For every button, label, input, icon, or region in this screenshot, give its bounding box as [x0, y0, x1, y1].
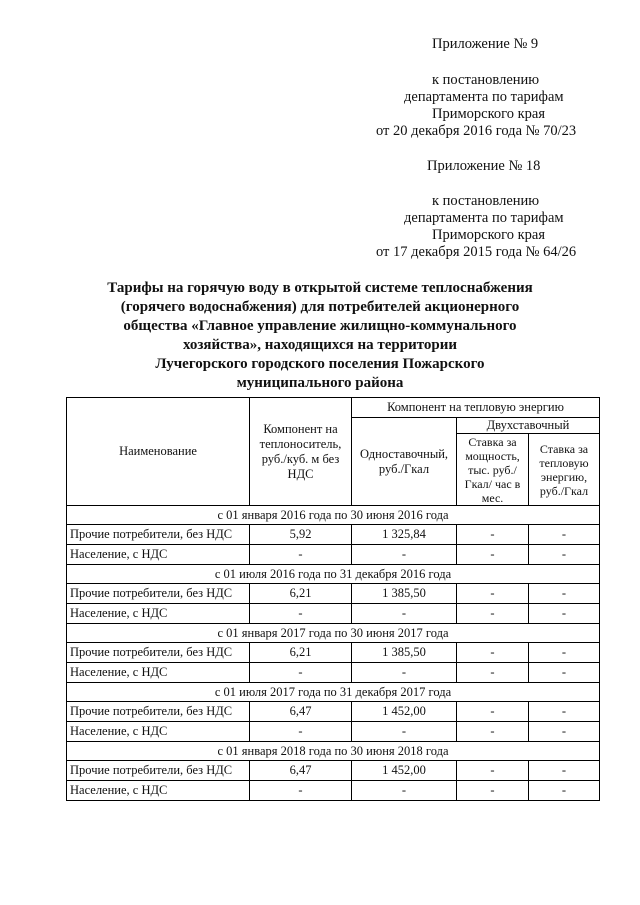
table-body: [67, 506, 600, 801]
appendix-18-line: департамента по тарифам: [404, 210, 564, 226]
appendix-9-line: Приморского края: [432, 106, 546, 122]
single-rate-cell: 1 385,50: [352, 584, 457, 604]
title-line: Тарифы на горячую воду в открытой системе теплоснабжения: [107, 280, 533, 296]
carrier-value-cell: -: [250, 722, 352, 742]
power-rate-cell: -: [457, 781, 529, 801]
row-name-cell: Прочие потребители, без НДС: [67, 584, 250, 604]
col-header-energy: Компонент на тепловую энергию: [352, 398, 600, 418]
period-header: с 01 июля 2017 года по 31 декабря 2017 года: [67, 683, 600, 702]
title-line: общества «Главное управление жилищно-коммунального: [123, 318, 517, 334]
table-row: [67, 702, 600, 722]
energy-rate-cell: -: [529, 604, 600, 624]
single-rate-cell: 1 452,00: [352, 761, 457, 781]
energy-rate-cell: -: [529, 584, 600, 604]
table-row: [67, 722, 600, 742]
col-header-single: Одноставочный, руб./Гкал: [352, 418, 457, 506]
appendix-9-line: к постановлению: [432, 72, 540, 88]
carrier-value-cell: 6,21: [250, 643, 352, 663]
energy-rate-cell: -: [529, 702, 600, 722]
carrier-value-cell: -: [250, 604, 352, 624]
table-row: [67, 781, 600, 801]
appendix-18-heading: Приложение № 18: [427, 158, 541, 174]
carrier-value-cell: 6,47: [250, 761, 352, 781]
carrier-value-cell: 6,47: [250, 702, 352, 722]
title-line: (горячего водоснабжения) для потребителей акционерного: [120, 299, 520, 315]
appendix-18-line: к постановлению: [432, 193, 540, 209]
row-name-cell: Население, с НДС: [67, 781, 250, 801]
col-header-energy-rate: Ставка за тепловую энергию, руб./Гкал: [529, 434, 600, 506]
table-row: [67, 525, 600, 545]
energy-rate-cell: -: [529, 525, 600, 545]
single-rate-cell: -: [352, 545, 457, 565]
energy-rate-cell: -: [529, 643, 600, 663]
single-rate-cell: 1 325,84: [352, 525, 457, 545]
title-line: хозяйства», находящихся на территории: [182, 337, 458, 353]
col-header-two-part: Двухставочный: [457, 418, 600, 434]
table-row: [67, 761, 600, 781]
carrier-value-cell: -: [250, 781, 352, 801]
energy-rate-cell: -: [529, 781, 600, 801]
power-rate-cell: -: [457, 702, 529, 722]
power-rate-cell: -: [457, 643, 529, 663]
table-row: [67, 604, 600, 624]
document-title: [60, 279, 580, 393]
col-header-name: Наименование: [67, 398, 250, 506]
single-rate-cell: 1 385,50: [352, 643, 457, 663]
energy-rate-cell: -: [529, 545, 600, 565]
single-rate-cell: -: [352, 781, 457, 801]
single-rate-cell: 1 452,00: [352, 702, 457, 722]
table-row: [67, 545, 600, 565]
carrier-value-cell: -: [250, 663, 352, 683]
period-header: с 01 января 2016 года по 30 июня 2016 года: [67, 506, 600, 525]
carrier-value-cell: 5,92: [250, 525, 352, 545]
appendix-18-line: от 17 декабря 2015 года № 64/26: [376, 244, 577, 260]
power-rate-cell: -: [457, 584, 529, 604]
carrier-value-cell: -: [250, 545, 352, 565]
power-rate-cell: -: [457, 545, 529, 565]
single-rate-cell: -: [352, 604, 457, 624]
energy-rate-cell: -: [529, 663, 600, 683]
single-rate-cell: -: [352, 663, 457, 683]
tariff-table: [66, 397, 600, 801]
row-name-cell: Прочие потребители, без НДС: [67, 702, 250, 722]
row-name-cell: Прочие потребители, без НДС: [67, 643, 250, 663]
table-header: [67, 398, 600, 506]
power-rate-cell: -: [457, 761, 529, 781]
energy-rate-cell: -: [529, 761, 600, 781]
power-rate-cell: -: [457, 525, 529, 545]
col-header-power-rate: Ставка за мощность, тыс. руб./Гкал/ час в мес.: [457, 434, 529, 506]
single-rate-cell: -: [352, 722, 457, 742]
row-name-cell: Население, с НДС: [67, 604, 250, 624]
title-line: муниципального района: [236, 375, 404, 391]
power-rate-cell: -: [457, 604, 529, 624]
row-name-cell: Прочие потребители, без НДС: [67, 525, 250, 545]
appendix-9-line: от 20 декабря 2016 года № 70/23: [376, 123, 577, 139]
row-name-cell: Население, с НДС: [67, 545, 250, 565]
carrier-value-cell: 6,21: [250, 584, 352, 604]
period-header: с 01 января 2018 года по 30 июня 2018 года: [67, 742, 600, 761]
period-header: с 01 июля 2016 года по 31 декабря 2016 года: [67, 565, 600, 584]
appendix-9-heading: Приложение № 9: [432, 36, 539, 52]
col-header-carrier: Компонент на теплоноситель, руб./куб. м без НДС: [250, 398, 352, 506]
appendix-9-line: департамента по тарифам: [404, 89, 564, 105]
table-row: [67, 663, 600, 683]
power-rate-cell: -: [457, 663, 529, 683]
period-header: с 01 января 2017 года по 30 июня 2017 года: [67, 624, 600, 643]
appendix-18-line: Приморского края: [432, 227, 546, 243]
table-row: [67, 643, 600, 663]
title-line: Лучегорского городского поселения Пожарского: [155, 356, 485, 372]
energy-rate-cell: -: [529, 722, 600, 742]
row-name-cell: Население, с НДС: [67, 722, 250, 742]
table-row: [67, 584, 600, 604]
power-rate-cell: -: [457, 722, 529, 742]
row-name-cell: Прочие потребители, без НДС: [67, 761, 250, 781]
row-name-cell: Население, с НДС: [67, 663, 250, 683]
